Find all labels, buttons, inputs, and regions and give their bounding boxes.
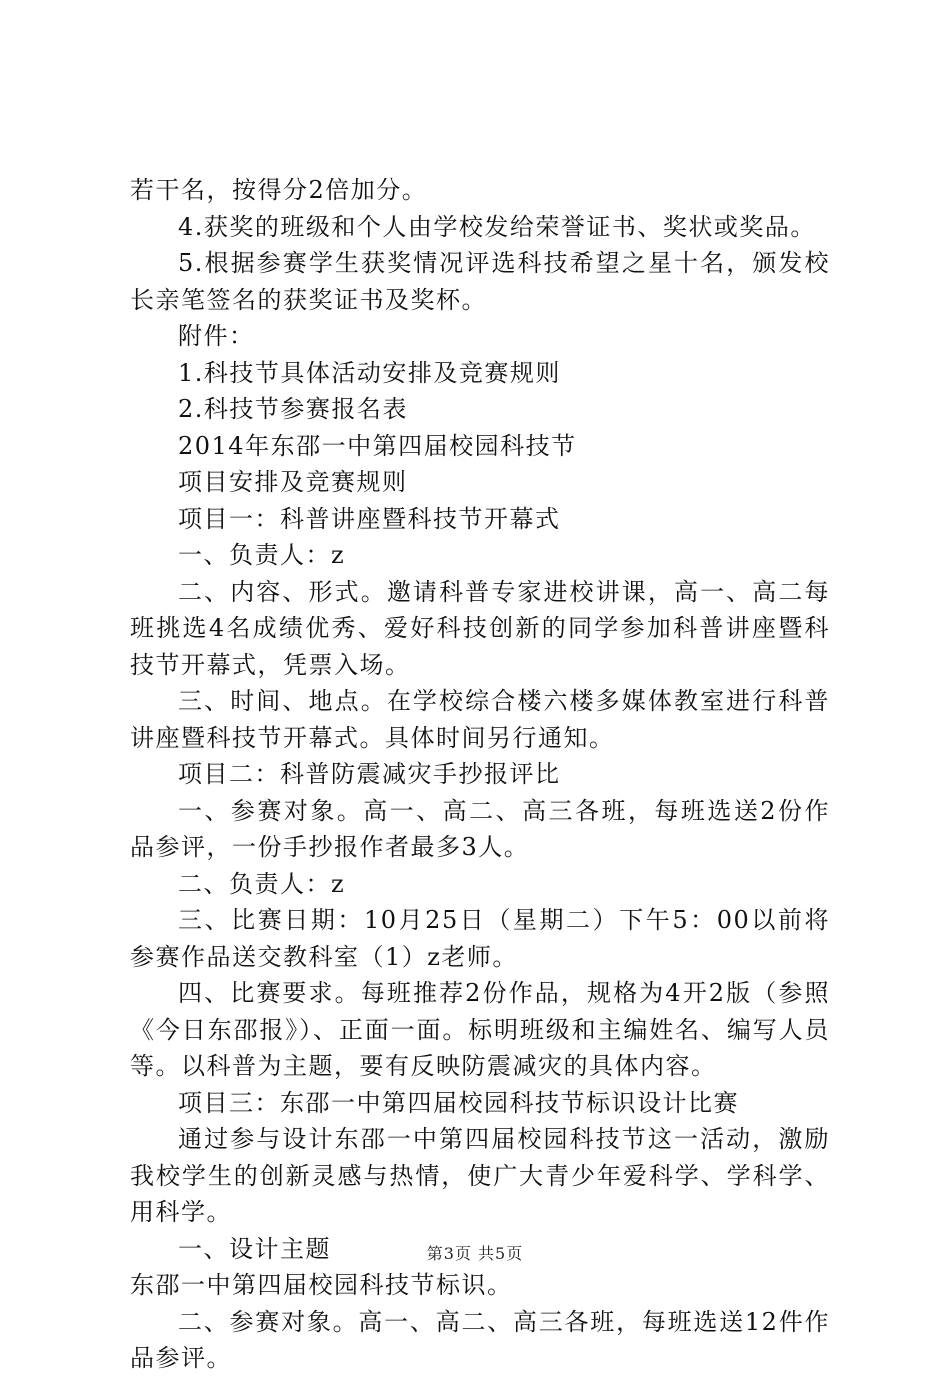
document-body xyxy=(130,172,830,1377)
paragraph: 附件： xyxy=(178,322,255,350)
paragraph: 4.获奖的班级和个人由学校发给荣誉证书、奖状或奖品。 xyxy=(178,212,816,241)
paragraph: 项目一：科普讲座暨科技节开幕式 xyxy=(178,504,561,533)
paragraph: 三、时间、地点。在学校综合楼六楼多媒体教室进行科普讲座暨科技节开幕式。具体时间另行通知。 xyxy=(130,687,830,752)
paragraph: 三、比赛日期：10月25日（星期二）下午5：00以前将参赛作品送交教科室（1）z老师。 xyxy=(130,906,830,971)
paragraph: 东邵一中第四届校园科技节标识。 xyxy=(130,1271,513,1299)
paragraph: 一、参赛对象。高一、高二、高三各班，每班选送2份作品参评，一份手抄报作者最多3人。 xyxy=(130,796,830,861)
paragraph: 2014年东邵一中第四届校园科技节 xyxy=(178,431,577,460)
page-footer: 第3页 共5页 xyxy=(426,1244,524,1263)
paragraph: 5.根据参赛学生获奖情况评选科技希望之星十名，颁发校长亲笔签名的获奖证书及奖杯。 xyxy=(130,249,830,314)
paragraph: 一、设计主题 xyxy=(178,1234,331,1263)
paragraph: 通过参与设计东邵一中第四届校园科技节这一活动，激励我校学生的创新灵感与热情，使广大青少年爱科学、学科学、用科学。 xyxy=(130,1125,830,1226)
paragraph: 项目二：科普防震减灾手抄报评比 xyxy=(178,760,561,788)
paragraph: 二、参赛对象。高一、高二、高三各班，每班选送12件作品参评。 xyxy=(130,1307,830,1372)
paragraph: 一、负责人：z xyxy=(178,541,346,569)
paragraph: 二、负责人：z xyxy=(178,869,346,898)
paragraph: 项目三：东邵一中第四届校园科技节标识设计比赛 xyxy=(178,1088,739,1117)
paragraph: 若干名，按得分2倍加分。 xyxy=(130,176,428,204)
paragraph: 2.科技节参赛报名表 xyxy=(178,395,408,423)
paragraph: 四、比赛要求。每班推荐2份作品，规格为4开2版（参照《今日东邵报》）、正面一面。标明班级和主编姓名、编写人员等。以科普为主题，要有反映防震减灾的具体内容。 xyxy=(130,979,830,1080)
paragraph: 项目安排及竞赛规则 xyxy=(178,468,408,496)
paragraph: 二、内容、形式。邀请科普专家进校讲课，高一、高二每班挑选4名成绩优秀、爱好科技创新的同学参加科普讲座暨科技节开幕式，凭票入场。 xyxy=(130,577,830,679)
paragraph: 1.科技节具体活动安排及竞赛规则 xyxy=(178,358,561,387)
